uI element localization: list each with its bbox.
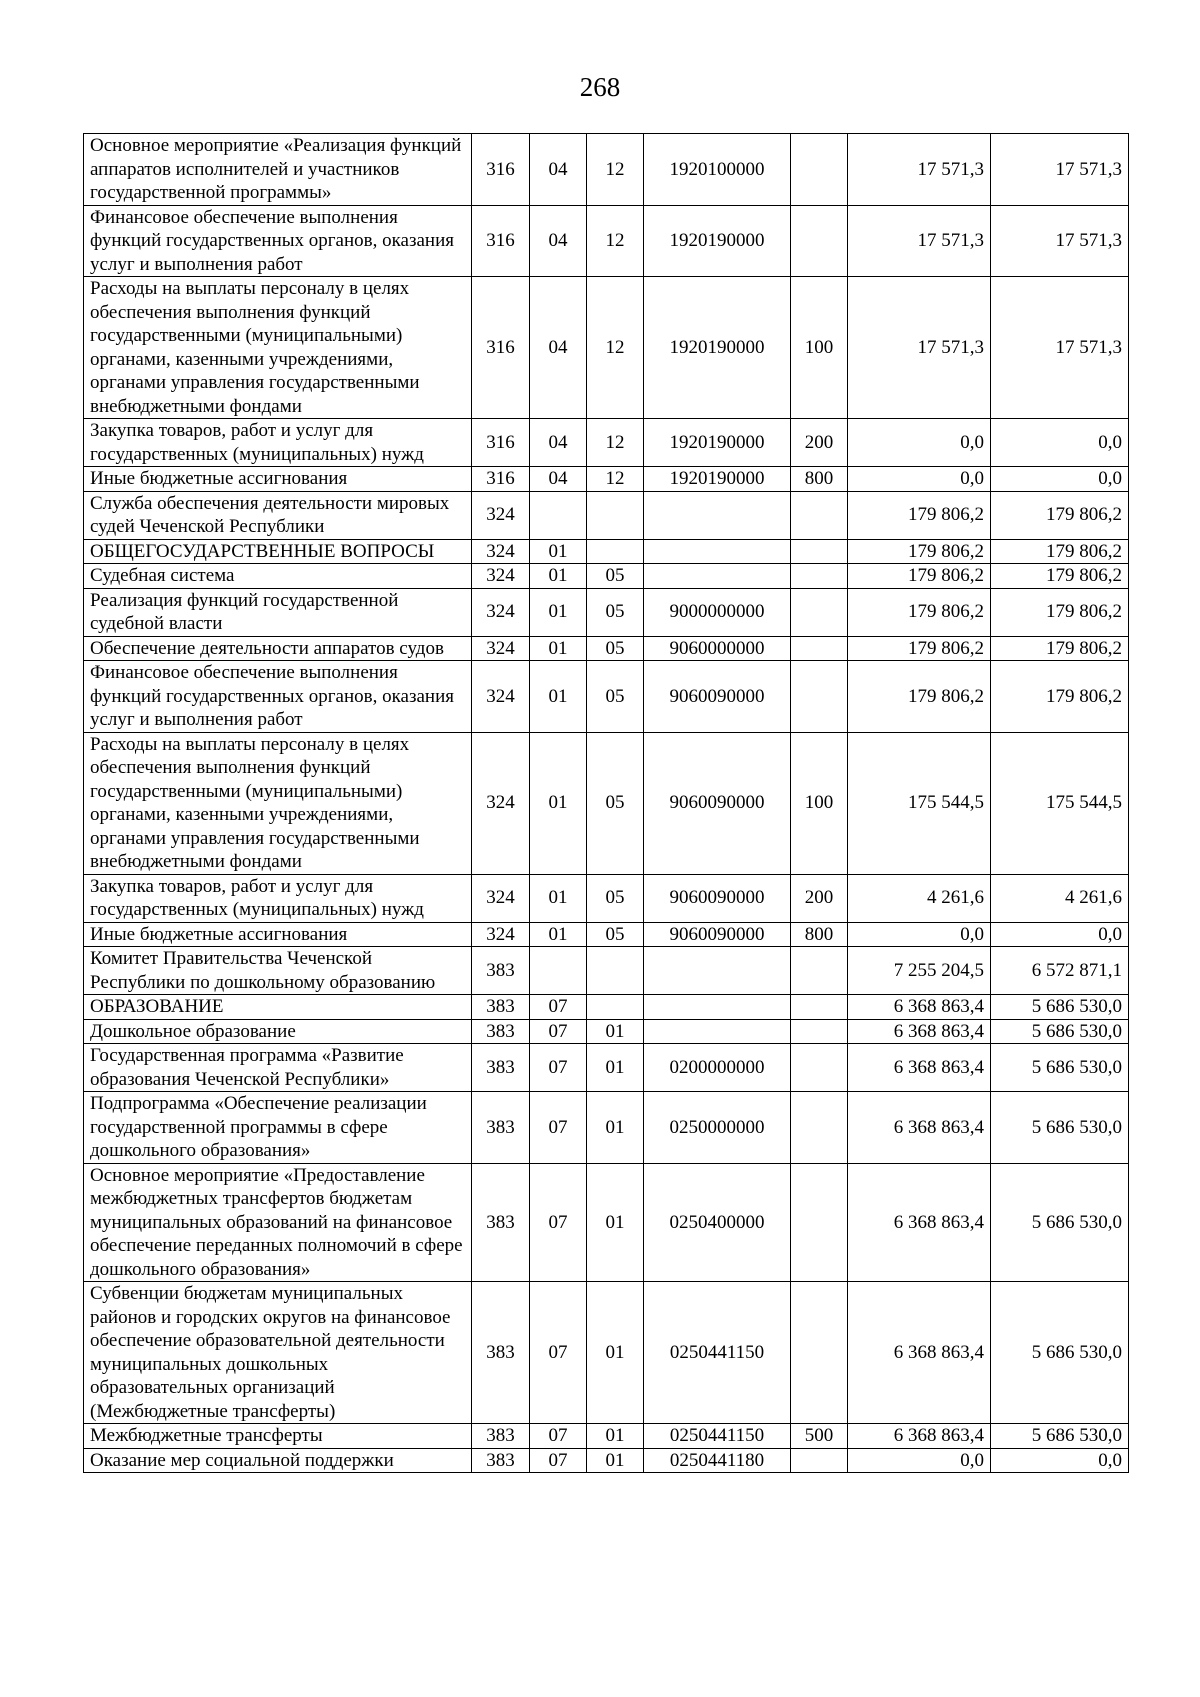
section-code: 01 bbox=[530, 564, 587, 589]
target-article-code: 0250441180 bbox=[644, 1448, 791, 1473]
amount-year-1: 7 255 204,5 bbox=[848, 947, 991, 995]
subsection-code bbox=[587, 539, 644, 564]
amount-year-2: 179 806,2 bbox=[991, 491, 1129, 539]
expense-type-code: 100 bbox=[791, 732, 848, 874]
amount-year-2: 5 686 530,0 bbox=[991, 1092, 1129, 1164]
section-code: 04 bbox=[530, 134, 587, 206]
table-row bbox=[84, 1163, 1129, 1282]
table-row bbox=[84, 1448, 1129, 1473]
amount-year-2: 179 806,2 bbox=[991, 564, 1129, 589]
ved-code: 383 bbox=[472, 1448, 530, 1473]
amount-year-2: 179 806,2 bbox=[991, 539, 1129, 564]
row-name: Закупка товаров, работ и услуг для государственных (муниципальных) нужд bbox=[84, 874, 472, 922]
row-name: Реализация функций государственной судебной власти bbox=[84, 588, 472, 636]
table-row bbox=[84, 1282, 1129, 1424]
section-code: 07 bbox=[530, 1282, 587, 1424]
section-code: 01 bbox=[530, 732, 587, 874]
ved-code: 383 bbox=[472, 995, 530, 1020]
row-name: Основное мероприятие «Предоставление межбюджетных трансфертов бюджетам муниципальных образований на финансовое обеспечение переданных полномочий в сфере дошкольного образования» bbox=[84, 1163, 472, 1282]
table-row bbox=[84, 922, 1129, 947]
budget-table bbox=[83, 133, 1129, 1473]
subsection-code: 01 bbox=[587, 1424, 644, 1449]
table-row bbox=[84, 419, 1129, 467]
page-number: 268 bbox=[579, 72, 621, 102]
ved-code: 324 bbox=[472, 491, 530, 539]
expense-type-code: 200 bbox=[791, 874, 848, 922]
expense-type-code bbox=[791, 1019, 848, 1044]
amount-year-1: 6 368 863,4 bbox=[848, 1424, 991, 1449]
ved-code: 324 bbox=[472, 539, 530, 564]
subsection-code: 01 bbox=[587, 1282, 644, 1424]
expense-type-code bbox=[791, 1092, 848, 1164]
amount-year-1: 6 368 863,4 bbox=[848, 995, 991, 1020]
amount-year-2: 179 806,2 bbox=[991, 636, 1129, 661]
table-row bbox=[84, 1019, 1129, 1044]
target-article-code: 1920190000 bbox=[644, 277, 791, 419]
ved-code: 324 bbox=[472, 661, 530, 733]
target-article-code: 0250400000 bbox=[644, 1163, 791, 1282]
subsection-code: 01 bbox=[587, 1019, 644, 1044]
budget-table-body bbox=[84, 134, 1129, 1473]
amount-year-1: 0,0 bbox=[848, 419, 991, 467]
ved-code: 383 bbox=[472, 1019, 530, 1044]
target-article-code: 0250441150 bbox=[644, 1282, 791, 1424]
section-code: 07 bbox=[530, 1424, 587, 1449]
table-row bbox=[84, 588, 1129, 636]
amount-year-2: 6 572 871,1 bbox=[991, 947, 1129, 995]
ved-code: 324 bbox=[472, 564, 530, 589]
subsection-code: 12 bbox=[587, 419, 644, 467]
subsection-code: 01 bbox=[587, 1448, 644, 1473]
expense-type-code bbox=[791, 1163, 848, 1282]
table-row bbox=[84, 874, 1129, 922]
section-code: 01 bbox=[530, 922, 587, 947]
row-name: Основное мероприятие «Реализация функций аппаратов исполнителей и участников государственной программы» bbox=[84, 134, 472, 206]
target-article-code: 0250000000 bbox=[644, 1092, 791, 1164]
amount-year-1: 175 544,5 bbox=[848, 732, 991, 874]
amount-year-2: 0,0 bbox=[991, 922, 1129, 947]
section-code: 01 bbox=[530, 636, 587, 661]
section-code: 01 bbox=[530, 661, 587, 733]
amount-year-1: 6 368 863,4 bbox=[848, 1092, 991, 1164]
section-code: 04 bbox=[530, 277, 587, 419]
table-row bbox=[84, 1044, 1129, 1092]
target-article-code: 9060090000 bbox=[644, 732, 791, 874]
amount-year-1: 4 261,6 bbox=[848, 874, 991, 922]
ved-code: 383 bbox=[472, 1282, 530, 1424]
table-row bbox=[84, 995, 1129, 1020]
target-article-code bbox=[644, 947, 791, 995]
row-name: Дошкольное образование bbox=[84, 1019, 472, 1044]
amount-year-1: 6 368 863,4 bbox=[848, 1019, 991, 1044]
target-article-code: 9060090000 bbox=[644, 922, 791, 947]
target-article-code: 0250441150 bbox=[644, 1424, 791, 1449]
amount-year-1: 17 571,3 bbox=[848, 205, 991, 277]
amount-year-1: 17 571,3 bbox=[848, 134, 991, 206]
section-code: 07 bbox=[530, 1044, 587, 1092]
ved-code: 383 bbox=[472, 1092, 530, 1164]
expense-type-code: 800 bbox=[791, 467, 848, 492]
expense-type-code bbox=[791, 588, 848, 636]
target-article-code bbox=[644, 564, 791, 589]
section-code: 07 bbox=[530, 1092, 587, 1164]
ved-code: 324 bbox=[472, 874, 530, 922]
subsection-code: 05 bbox=[587, 732, 644, 874]
amount-year-1: 179 806,2 bbox=[848, 636, 991, 661]
section-code: 07 bbox=[530, 995, 587, 1020]
target-article-code: 1920190000 bbox=[644, 205, 791, 277]
table-row bbox=[84, 732, 1129, 874]
expense-type-code bbox=[791, 539, 848, 564]
row-name: Подпрограмма «Обеспечение реализации государственной программы в сфере дошкольного образования» bbox=[84, 1092, 472, 1164]
subsection-code: 12 bbox=[587, 467, 644, 492]
table-row bbox=[84, 636, 1129, 661]
amount-year-2: 175 544,5 bbox=[991, 732, 1129, 874]
amount-year-2: 17 571,3 bbox=[991, 205, 1129, 277]
target-article-code: 1920190000 bbox=[644, 467, 791, 492]
subsection-code bbox=[587, 491, 644, 539]
expense-type-code bbox=[791, 205, 848, 277]
row-name: Расходы на выплаты персоналу в целях обеспечения выполнения функций государственными (муниципальными) органами, казенными учреждениями, органами управления государственными внебюджетными фондами bbox=[84, 732, 472, 874]
table-row bbox=[84, 467, 1129, 492]
target-article-code: 9060090000 bbox=[644, 661, 791, 733]
table-row bbox=[84, 277, 1129, 419]
subsection-code: 01 bbox=[587, 1092, 644, 1164]
subsection-code: 05 bbox=[587, 661, 644, 733]
amount-year-2: 0,0 bbox=[991, 467, 1129, 492]
expense-type-code bbox=[791, 134, 848, 206]
row-name: ОБЩЕГОСУДАРСТВЕННЫЕ ВОПРОСЫ bbox=[84, 539, 472, 564]
amount-year-2: 179 806,2 bbox=[991, 661, 1129, 733]
expense-type-code: 800 bbox=[791, 922, 848, 947]
table-row bbox=[84, 134, 1129, 206]
target-article-code bbox=[644, 539, 791, 564]
row-name: Иные бюджетные ассигнования bbox=[84, 922, 472, 947]
row-name: ОБРАЗОВАНИЕ bbox=[84, 995, 472, 1020]
row-name: Расходы на выплаты персоналу в целях обеспечения выполнения функций государственными (муниципальными) органами, казенными учреждениями, органами управления государственными внебюджетными фондами bbox=[84, 277, 472, 419]
ved-code: 383 bbox=[472, 1163, 530, 1282]
expense-type-code bbox=[791, 661, 848, 733]
subsection-code: 05 bbox=[587, 636, 644, 661]
amount-year-1: 6 368 863,4 bbox=[848, 1282, 991, 1424]
ved-code: 383 bbox=[472, 1424, 530, 1449]
section-code: 01 bbox=[530, 874, 587, 922]
row-name: Закупка товаров, работ и услуг для государственных (муниципальных) нужд bbox=[84, 419, 472, 467]
amount-year-2: 0,0 bbox=[991, 419, 1129, 467]
row-name: Судебная система bbox=[84, 564, 472, 589]
amount-year-2: 5 686 530,0 bbox=[991, 1019, 1129, 1044]
target-article-code bbox=[644, 995, 791, 1020]
expense-type-code bbox=[791, 1282, 848, 1424]
amount-year-2: 0,0 bbox=[991, 1448, 1129, 1473]
row-name: Служба обеспечения деятельности мировых судей Чеченской Республики bbox=[84, 491, 472, 539]
table-row bbox=[84, 1424, 1129, 1449]
subsection-code bbox=[587, 947, 644, 995]
target-article-code: 9000000000 bbox=[644, 588, 791, 636]
amount-year-1: 179 806,2 bbox=[848, 491, 991, 539]
subsection-code: 05 bbox=[587, 588, 644, 636]
table-row bbox=[84, 947, 1129, 995]
row-name: Финансовое обеспечение выполнения функций государственных органов, оказания услуг и выполнения работ bbox=[84, 661, 472, 733]
row-name: Финансовое обеспечение выполнения функций государственных органов, оказания услуг и выполнения работ bbox=[84, 205, 472, 277]
table-row bbox=[84, 205, 1129, 277]
section-code: 01 bbox=[530, 588, 587, 636]
section-code: 04 bbox=[530, 419, 587, 467]
target-article-code bbox=[644, 491, 791, 539]
amount-year-2: 5 686 530,0 bbox=[991, 995, 1129, 1020]
section-code: 07 bbox=[530, 1448, 587, 1473]
ved-code: 316 bbox=[472, 277, 530, 419]
amount-year-1: 0,0 bbox=[848, 922, 991, 947]
amount-year-2: 5 686 530,0 bbox=[991, 1044, 1129, 1092]
subsection-code: 12 bbox=[587, 134, 644, 206]
expense-type-code: 500 bbox=[791, 1424, 848, 1449]
subsection-code: 12 bbox=[587, 205, 644, 277]
ved-code: 316 bbox=[472, 419, 530, 467]
expense-type-code bbox=[791, 1448, 848, 1473]
row-name: Обеспечение деятельности аппаратов судов bbox=[84, 636, 472, 661]
amount-year-2: 5 686 530,0 bbox=[991, 1282, 1129, 1424]
expense-type-code bbox=[791, 995, 848, 1020]
amount-year-1: 0,0 bbox=[848, 1448, 991, 1473]
amount-year-1: 179 806,2 bbox=[848, 539, 991, 564]
row-name: Государственная программа «Развитие образования Чеченской Республики» bbox=[84, 1044, 472, 1092]
target-article-code: 0200000000 bbox=[644, 1044, 791, 1092]
ved-code: 316 bbox=[472, 205, 530, 277]
expense-type-code: 100 bbox=[791, 277, 848, 419]
table-row bbox=[84, 661, 1129, 733]
ved-code: 324 bbox=[472, 732, 530, 874]
amount-year-2: 17 571,3 bbox=[991, 277, 1129, 419]
expense-type-code bbox=[791, 564, 848, 589]
section-code bbox=[530, 491, 587, 539]
section-code: 04 bbox=[530, 205, 587, 277]
subsection-code: 12 bbox=[587, 277, 644, 419]
amount-year-1: 17 571,3 bbox=[848, 277, 991, 419]
expense-type-code bbox=[791, 491, 848, 539]
amount-year-1: 0,0 bbox=[848, 467, 991, 492]
section-code: 07 bbox=[530, 1163, 587, 1282]
target-article-code bbox=[644, 1019, 791, 1044]
section-code: 04 bbox=[530, 467, 587, 492]
table-row bbox=[84, 1092, 1129, 1164]
subsection-code: 05 bbox=[587, 874, 644, 922]
subsection-code: 05 bbox=[587, 922, 644, 947]
amount-year-2: 5 686 530,0 bbox=[991, 1424, 1129, 1449]
amount-year-2: 179 806,2 bbox=[991, 588, 1129, 636]
table-row bbox=[84, 491, 1129, 539]
target-article-code: 1920100000 bbox=[644, 134, 791, 206]
amount-year-2: 17 571,3 bbox=[991, 134, 1129, 206]
row-name: Межбюджетные трансферты bbox=[84, 1424, 472, 1449]
target-article-code: 9060000000 bbox=[644, 636, 791, 661]
amount-year-1: 6 368 863,4 bbox=[848, 1044, 991, 1092]
amount-year-2: 5 686 530,0 bbox=[991, 1163, 1129, 1282]
row-name: Оказание мер социальной поддержки bbox=[84, 1448, 472, 1473]
section-code bbox=[530, 947, 587, 995]
row-name: Комитет Правительства Чеченской Республики по дошкольному образованию bbox=[84, 947, 472, 995]
table-row bbox=[84, 539, 1129, 564]
target-article-code: 1920190000 bbox=[644, 419, 791, 467]
expense-type-code: 200 bbox=[791, 419, 848, 467]
section-code: 07 bbox=[530, 1019, 587, 1044]
table-row bbox=[84, 564, 1129, 589]
expense-type-code bbox=[791, 947, 848, 995]
amount-year-1: 179 806,2 bbox=[848, 588, 991, 636]
amount-year-1: 179 806,2 bbox=[848, 564, 991, 589]
expense-type-code bbox=[791, 1044, 848, 1092]
ved-code: 324 bbox=[472, 588, 530, 636]
subsection-code: 01 bbox=[587, 1044, 644, 1092]
ved-code: 316 bbox=[472, 134, 530, 206]
amount-year-1: 179 806,2 bbox=[848, 661, 991, 733]
ved-code: 383 bbox=[472, 947, 530, 995]
expense-type-code bbox=[791, 636, 848, 661]
row-name: Иные бюджетные ассигнования bbox=[84, 467, 472, 492]
row-name: Субвенции бюджетам муниципальных районов и городских округов на финансовое обеспечение образовательной деятельности муниципальных дошкольных образовательных организаций (Межбюджетные трансферты) bbox=[84, 1282, 472, 1424]
ved-code: 324 bbox=[472, 636, 530, 661]
amount-year-1: 6 368 863,4 bbox=[848, 1163, 991, 1282]
subsection-code: 01 bbox=[587, 1163, 644, 1282]
subsection-code bbox=[587, 995, 644, 1020]
ved-code: 324 bbox=[472, 922, 530, 947]
ved-code: 316 bbox=[472, 467, 530, 492]
target-article-code: 9060090000 bbox=[644, 874, 791, 922]
subsection-code: 05 bbox=[587, 564, 644, 589]
ved-code: 383 bbox=[472, 1044, 530, 1092]
section-code: 01 bbox=[530, 539, 587, 564]
amount-year-2: 4 261,6 bbox=[991, 874, 1129, 922]
